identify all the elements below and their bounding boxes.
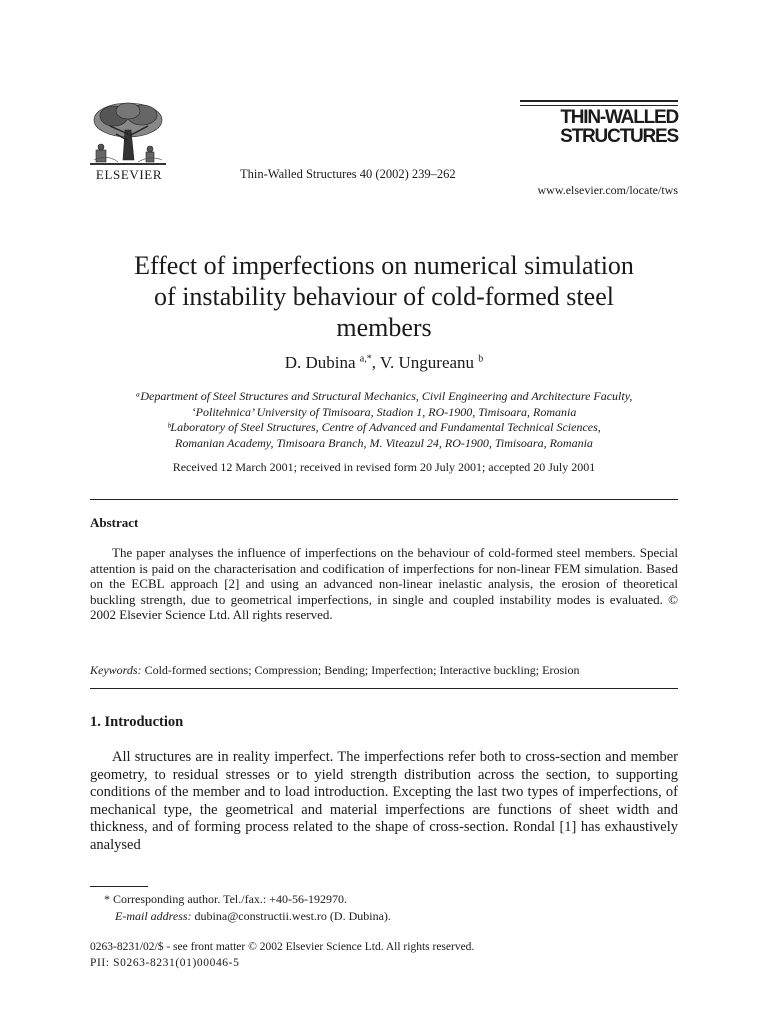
author-affiliation-marks: b (478, 353, 484, 365)
title-line: Effect of imperfections on numerical simulation (134, 251, 634, 280)
elsevier-tree-logo-icon (88, 100, 168, 168)
title-line: members (336, 313, 432, 342)
affiliations (90, 389, 678, 451)
journal-brand-line1: THIN-WALLED (560, 107, 678, 128)
journal-url-link[interactable]: www.elsevier.com/locate/tws (537, 183, 678, 197)
author-list (80, 353, 688, 373)
journal-citation: Thin-Walled Structures 40 (2002) 239–262 (240, 167, 456, 181)
affiliation-line: ‘Politehnica’ University of Timisoara, Stadion 1, RO-1900, Timisoara, Romania (191, 404, 577, 419)
divider (90, 499, 678, 500)
title-line: of instability behaviour of cold-formed steel (154, 282, 614, 311)
author-affiliation-marks: a,* (359, 353, 372, 365)
journal-brand-line2: STRUCTURES (560, 126, 678, 147)
keywords (90, 663, 678, 678)
affiliation-line: ᵇLaboratory of Steel Structures, Centre of Advanced and Fundamental Technical Sciences, (167, 420, 601, 434)
author-name: V. Ungureanu (379, 353, 475, 372)
abstract-heading: Abstract (90, 515, 139, 530)
author-separator: , (371, 353, 380, 372)
email-label: E-mail address: (115, 909, 192, 923)
journal-brand-rule (520, 100, 678, 106)
journal-brand (520, 100, 678, 146)
email-address[interactable]: dubina@constructii.west.ro (D. Dubina). (191, 909, 391, 923)
corresponding-author-note: * Corresponding author. Tel./fax.: +40-56-192970. (104, 892, 348, 906)
divider (90, 688, 678, 689)
affiliation-line: Romanian Academy, Timisoara Branch, M. Viteazul 24, RO-1900, Timisoara, Romania (175, 435, 593, 450)
footnote-rule (90, 886, 148, 887)
author-name: D. Dubina (284, 353, 356, 372)
received-dates: Received 12 March 2001; received in revised form 20 July 2001; accepted 20 July 2001 (172, 460, 596, 474)
front-matter-line: 0263-8231/02/$ - see front matter © 2002 Elsevier Science Ltd. All rights reserved. (90, 941, 475, 953)
affiliation-line: ᵃDepartment of Steel Structures and Structural Mechanics, Civil Engineering and Architecture Faculty, (135, 389, 633, 403)
keywords-list: Cold-formed sections; Compression; Bending; Imperfection; Interactive buckling; Erosion (141, 663, 580, 677)
section-heading: 1. Introduction (90, 714, 184, 730)
keywords-label: Keywords: (90, 663, 142, 677)
publisher-logo-text: ELSEVIER (95, 167, 163, 182)
section-body: All structures are in reality imperfect. The imperfections refer both to cross-section and member geometry, to residual stresses or to yield strength distribution across the section, to supporting conditions of the member and to load introduction. Excepting the last two types of imperfections, of mechanical type, the geometrical and material imperfections are functions of sheet width and thickness, and of forming process related to the shape of cross-section. Rondal [1] has exhaustively analysed (90, 749, 678, 853)
email-note (115, 909, 391, 924)
article-title (80, 250, 688, 343)
abstract-body: The paper analyses the influence of imperfections on the behaviour of cold-formed steel members. Special attention is paid on the characterisation and codification of imperfections for non-linear FEM simulation. Based on the ECBL approach [2] and using an advanced non-linear inelastic analysis, the erosion of theoretical buckling strength, due to geometrical imperfections, in single and coupled instability modes is evaluated. © 2002 Elsevier Science Ltd. All rights reserved. (90, 545, 678, 623)
pii-line: PII: S0263-8231(01)00046-5 (90, 957, 240, 969)
